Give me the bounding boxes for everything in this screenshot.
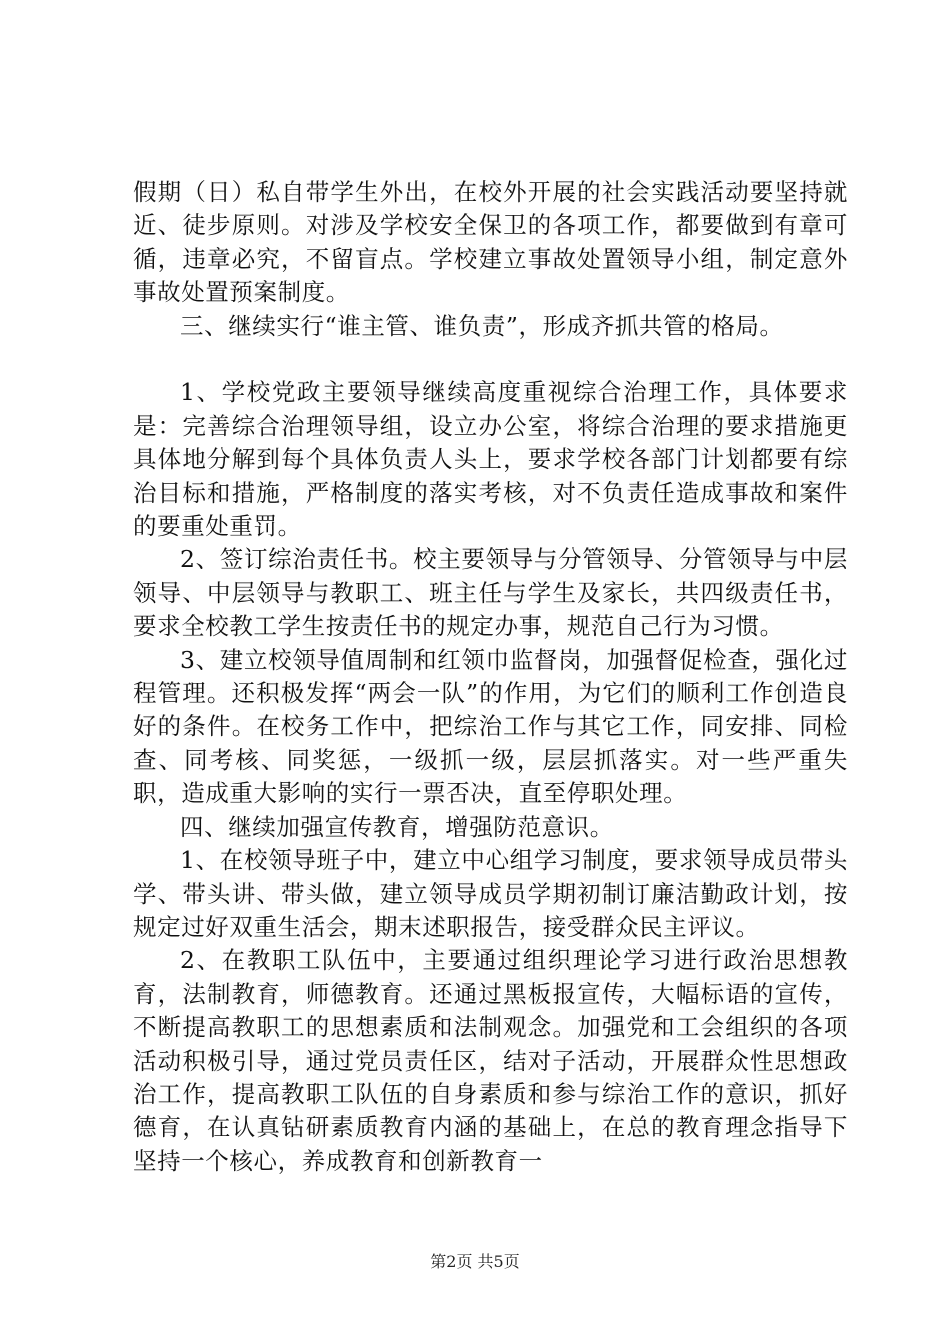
page-number-footer: 第2页 共5页 bbox=[430, 1252, 520, 1271]
section-heading-4: 四、继续加强宣传教育，增强防范意识。 bbox=[180, 812, 614, 841]
paragraph-item-3-3: 3、建立校领导值周制和红领巾监督岗，加强督促检查，强化过程管理。还积极发挥“两会一队”的作用，为它们的顺利工作创造良好的条件。在校务工作中，把综治工作与其它工作，同安排、同检查、同考核、同奖惩，一级抓一级，层层抓落实。对一些严重失职，造成重大影响的实行一票否决，直至停职处理。 bbox=[133, 645, 848, 808]
paragraph-item-3-1: 1、学校党政主要领导继续高度重视综合治理工作，具体要求是：完善综合治理领导组，设立办公室，将综合治理的要求措施更具体地分解到每个具体负责人头上，要求学校各部门计划都要有综治目标和措施，严格制度的落实考核，对不负责任造成事故和案件的要重处重罚。 bbox=[133, 378, 848, 541]
paragraph-item-4-1: 1、在校领导班子中，建立中心组学习制度，要求领导成员带头学、带头讲、带头做，建立领导成员学期初制订廉洁勤政计划，按规定过好双重生活会，期末述职报告，接受群众民主评议。 bbox=[133, 846, 848, 941]
section-heading-3: 三、继续实行“谁主管、谁负责”，形成齐抓共管的格局。 bbox=[180, 311, 784, 340]
paragraph-item-3-2: 2、签订综治责任书。校主要领导与分管领导、分管领导与中层领导、中层领导与教职工、班主任与学生及家长，共四级责任书，要求全校教工学生按责任书的规定办事，规范自己行为习惯。 bbox=[133, 545, 848, 641]
paragraph-continuation: 假期（日）私自带学生外出，在校外开展的社会实践活动要坚持就近、徒步原则。对涉及学校安全保卫的各项工作，都要做到有章可循，违章必究，不留盲点。学校建立事故处置领导小组，制定意外事故处置预案制度。 bbox=[133, 178, 848, 307]
paragraph-item-4-2: 2、在教职工队伍中，主要通过组织理论学习进行政治思想教育，法制教育，师德教育。还通过黑板报宣传，大幅标语的宣传，不断提高教职工的思想素质和法制观念。加强党和工会组织的各项活动积极引导，通过党员责任区，结对子活动，开展群众性思想政治工作，提高教职工队伍的自身素质和参与综治工作的意识，抓好德育，在认真钻研素质教育内涵的基础上，在总的教育理念指导下坚持一个核心，养成教育和创新教育一 bbox=[133, 946, 848, 1175]
document-body bbox=[133, 176, 848, 1178]
